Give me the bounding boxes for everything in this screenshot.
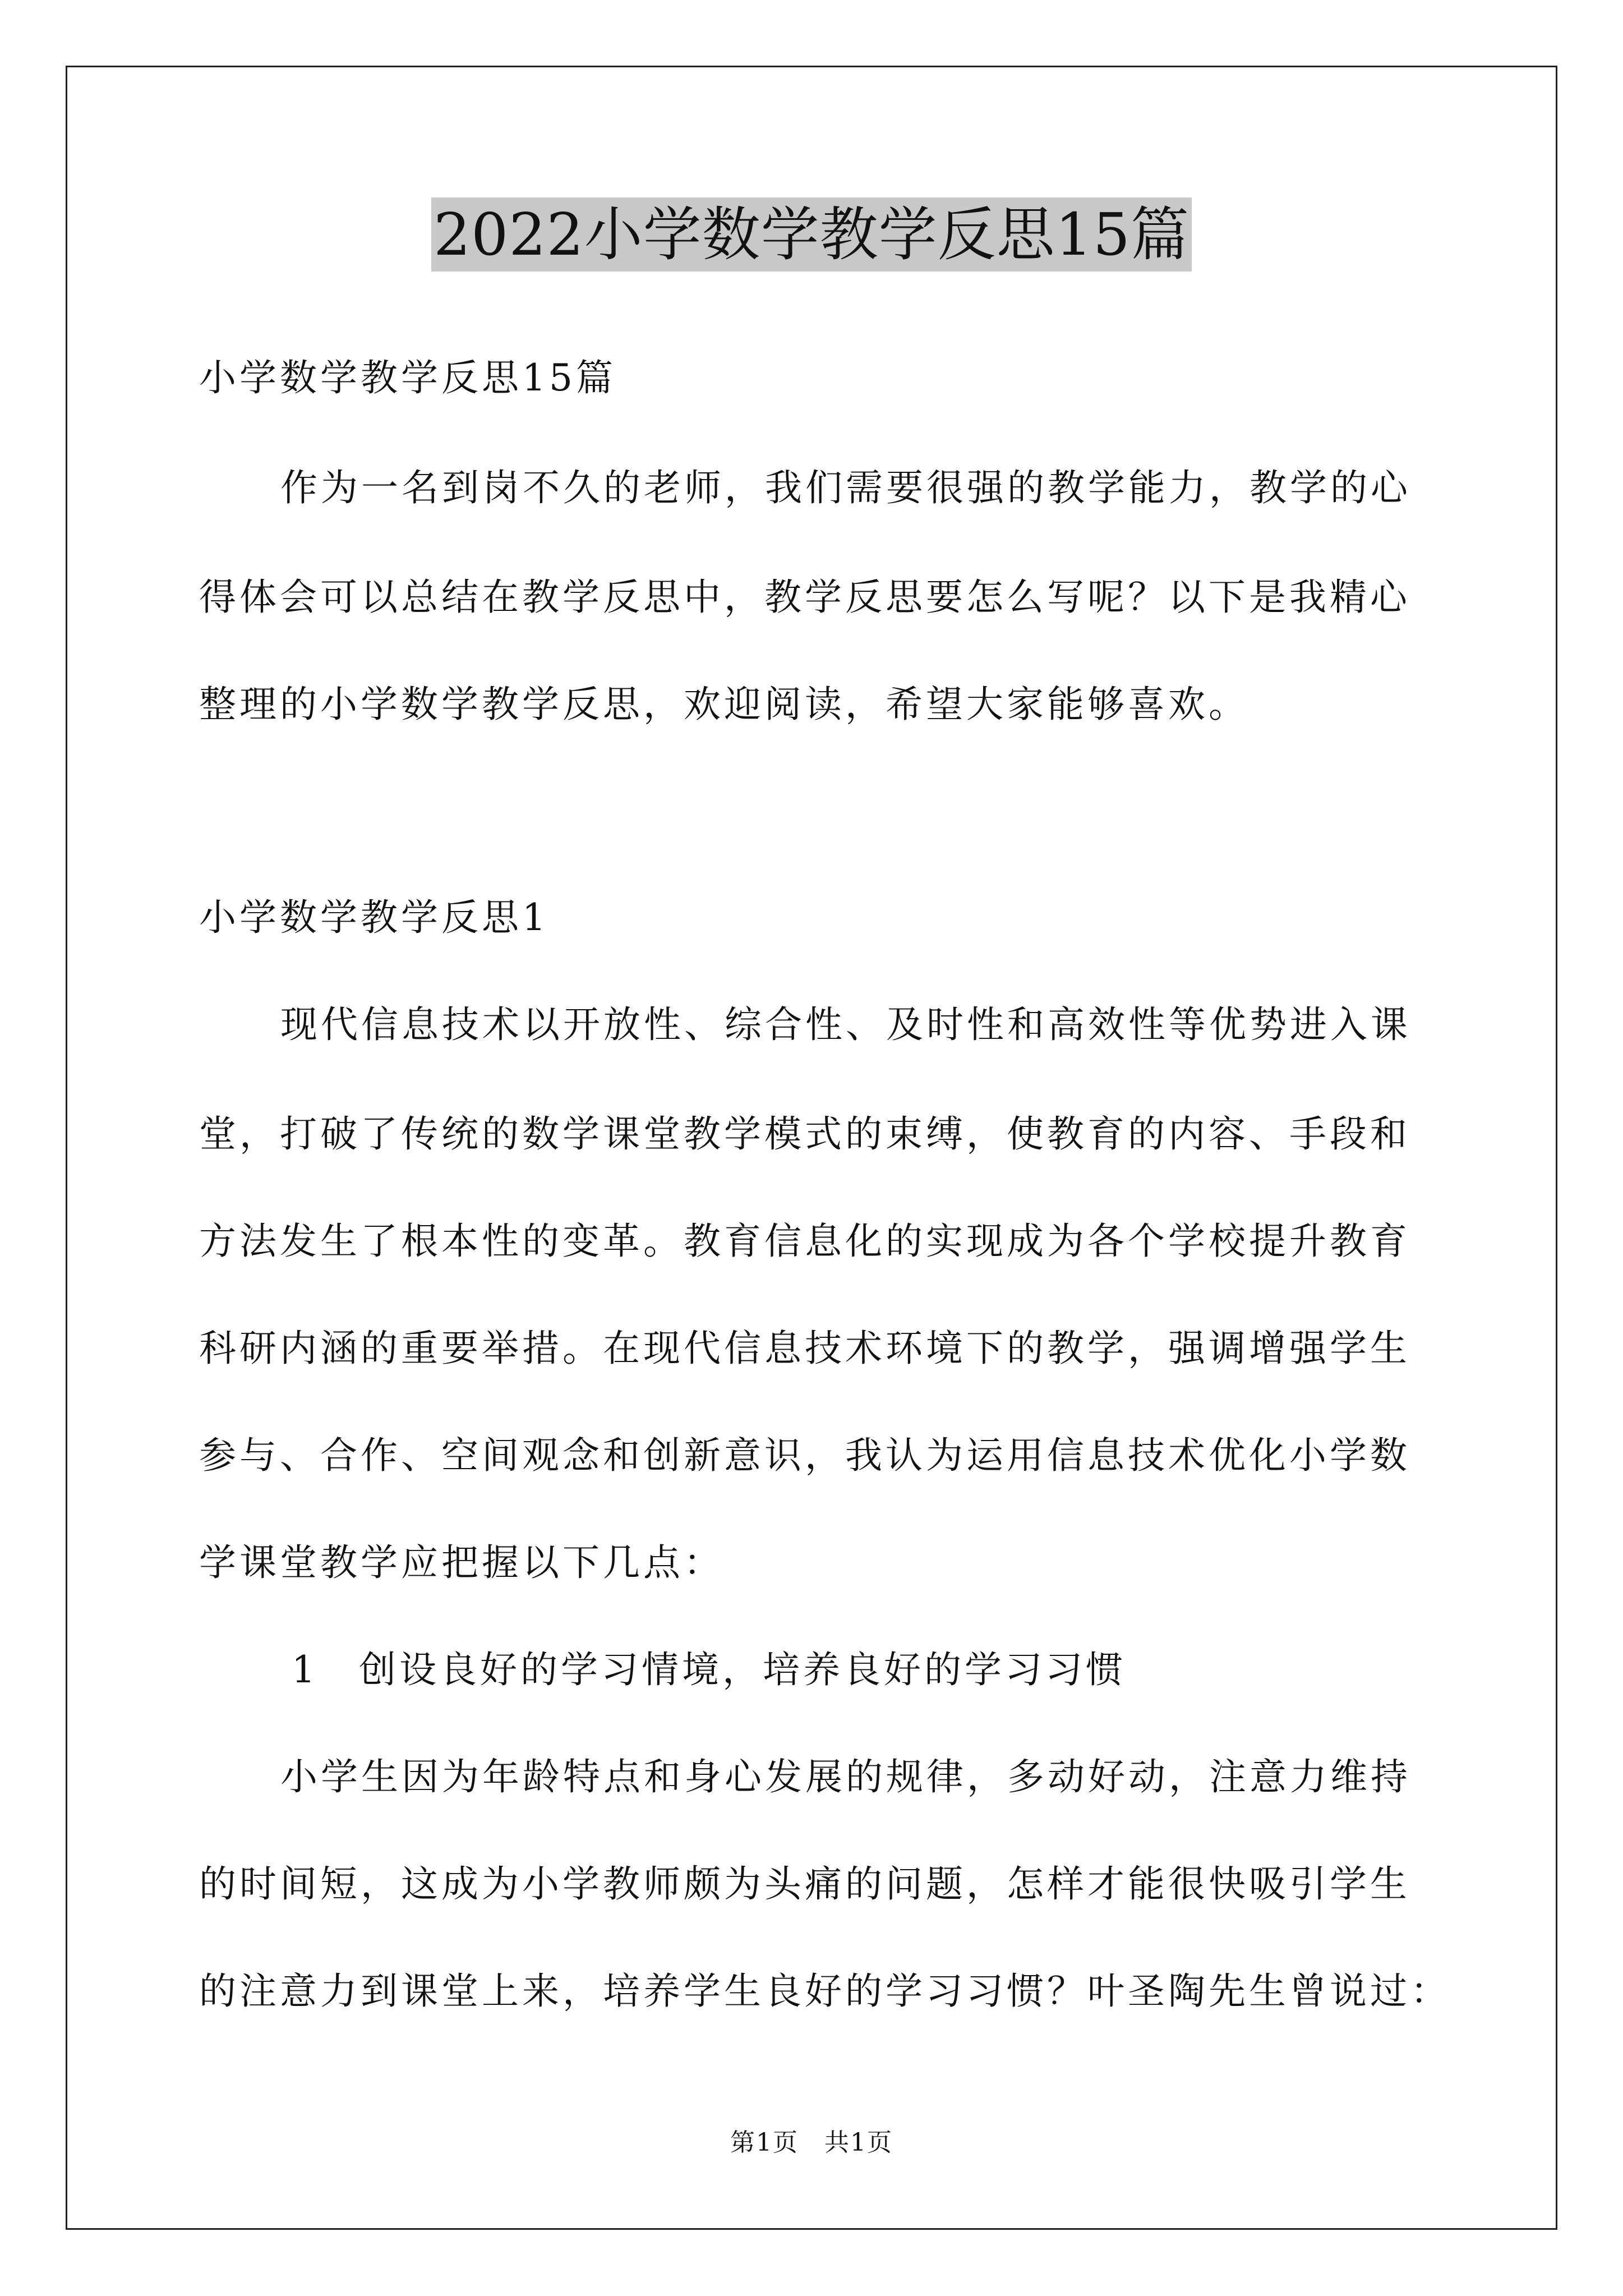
point-line-1: 小学生因为年龄特点和身心发展的规律，多动好动，注意力维持 (280, 1755, 1411, 1798)
point-heading: 1 创设良好的学习情境，培养良好的学习习惯 (292, 1648, 1126, 1691)
section-line-4: 科研内涵的重要举措。在现代信息技术环境下的教学，强调增强学生 (199, 1327, 1410, 1370)
point-line-3: 的注意力到课堂上来，培养学生良好的学习习惯？叶圣陶先生曾说过： (199, 1970, 1451, 2013)
section-line-3: 方法发生了根本性的变革。教育信息化的实现成为各个学校提升教育 (199, 1220, 1410, 1263)
intro-line-2: 得体会可以总结在教学反思中，教学反思要怎么写呢？以下是我精心 (199, 576, 1410, 619)
document-subtitle: 小学数学教学反思15篇 (199, 356, 616, 399)
point-line-2: 的时间短，这成为小学教师颇为头痛的问题，怎样才能很快吸引学生 (199, 1862, 1410, 1906)
intro-line-1: 作为一名到岗不久的老师，我们需要很强的教学能力，教学的心 (280, 466, 1411, 509)
intro-line-3: 整理的小学数学教学反思，欢迎阅读，希望大家能够喜欢。 (199, 683, 1249, 726)
document-title: 2022小学数学教学反思15篇 (431, 197, 1192, 272)
section-line-6: 学课堂教学应把握以下几点： (199, 1541, 724, 1584)
section-line-2: 堂，打破了传统的数学课堂教学模式的束缚，使教育的内容、手段和 (199, 1112, 1410, 1156)
section-line-1: 现代信息技术以开放性、综合性、及时性和高效性等优势进入课 (280, 1003, 1411, 1046)
title-container (0, 197, 1623, 272)
page-footer: 第1页 共1页 (730, 2128, 893, 2157)
section-line-5: 参与、合作、空间观念和创新意识，我认为运用信息技术优化小学数 (199, 1434, 1410, 1477)
section-heading: 小学数学教学反思1 (199, 896, 549, 939)
